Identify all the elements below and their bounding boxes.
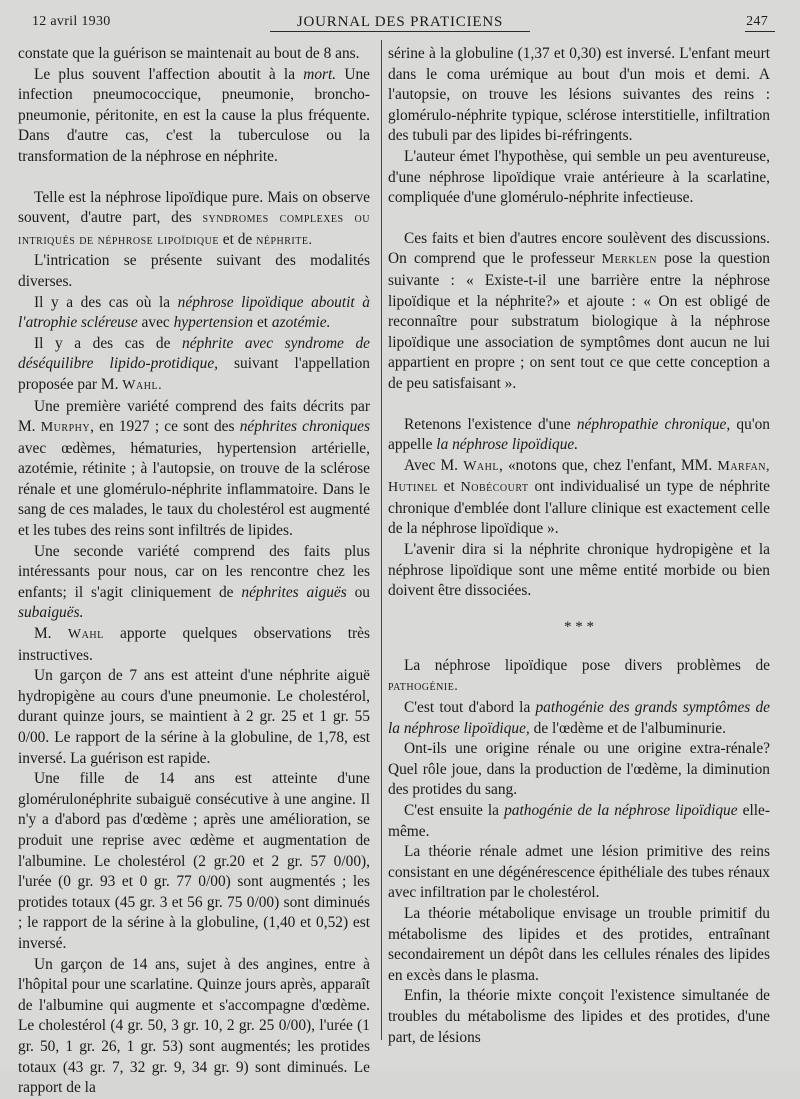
paragraph: Le plus souvent l'affection aboutit à la mort. Une infection pneumococcique, pneumonie, broncho-pneumonie, péritonite, en est la cause la plus fréquente. Dans d'autre cas, c'est la tuberculose ou la transformation de la néphrose en néphrite. bbox=[18, 65, 371, 165]
paragraph: Telle est la néphrose lipoïdique pure. Mais on observe souvent, d'autre part, des syndromes complexes ou intriqués de néphrose lipoïdique et de néphrite. bbox=[18, 188, 371, 248]
paragraph: Retenons l'existence d'une néphropathie chronique, qu'on appelle la néphrose lipoïdique. bbox=[388, 415, 770, 454]
paragraph: L'auteur émet l'hypothèse, qui semble un peu aventureuse, d'une néphrose lipoïdique vraie antérieure à la scarlatine, compliquée d'une glomérulo-néphrite infectieuse. bbox=[388, 147, 770, 207]
paragraph: Un garçon de 7 ans est atteint d'une néphrite aiguë hydropigène au cours d'une pneumonie. Le cholestérol, durant quinze jours, se maintient à 2 gr. 25 et 1 gr. 55 0/00. Le rapport de la sérine à la globuline, de 1,78, est inversé. La guérison est rapide. bbox=[18, 667, 370, 767]
paragraph: Ont-ils une origine rénale ou une origine extra-rénale? Quel rôle joue, dans la production de l'œdème, la diminution des protides du sang. bbox=[388, 740, 770, 799]
paragraph: Un garçon de 14 ans, sujet à des angines, entre à l'hôpital pour une scarlatine. Quinze jours après, apparaît de l'albumine qui augmente et s'accompagne d'œdème. Le cholestérol (4 gr. 50, 3 gr. 10, 2 gr. 25 0/00), l'urée (1 gr. 50, 1 gr. 26, 1 gr. 53) sont augmentés; les protides totaux (43 gr. 7, 32 gr. 9, 34 gr. 9) sont diminués. Le rapport de la bbox=[18, 955, 370, 1097]
paragraph: C'est ensuite la pathogénie de la néphrose lipoïdique elle-même. bbox=[388, 802, 770, 840]
header-rule bbox=[270, 31, 530, 32]
paragraph: constate que la guérison se maintenait au bout de 8 ans. bbox=[18, 45, 360, 62]
paragraph: Avec M. Wahl, «notons que, chez l'enfant, MM. Marfan, Hutinel et Nobécourt ont individualisé un type de néphrite chronique d'emblée dont l'allure clinique est exactement celle de la néphrose lipoïdique ». bbox=[388, 456, 770, 538]
paragraph: sérine à la globuline (1,37 et 0,30) est inversé. L'enfant meurt dans le coma urémique au bout d'un mois et demi. A l'autopsie, on trouve les lésions suivantes des reins : glomérulo-néphrite typique, sclérose interstitielle, infiltration des tubuli par des lipides bi-réfringents. bbox=[388, 45, 770, 145]
paragraph: La néphrose lipoïdique pose divers problèmes de pathogénie. bbox=[388, 656, 770, 695]
header-rule-right bbox=[745, 31, 775, 32]
journal-title: JOURNAL DES PRATICIENS bbox=[296, 14, 504, 30]
paragraph: Il y a des cas où la néphrose lipoïdique aboutit à l'atrophie scléreuse avec hypertension et azotémie. bbox=[18, 293, 370, 332]
paragraph: Ces faits et bien d'autres encore soulèvent des discussions. On comprend que le professeur Merklen pose la question suivante : « Existe-t-il une barrière entre la néphrose lipoïdique et la néphrite?» et ajoute : « On est obligé de reconnaître pour substratum biologique à la néphrose lipoïdique une association de symptômes dont aucun ne lui appartient en propre ; on sent tout ce que cette conception a de peu satisfaisant ». bbox=[388, 229, 770, 392]
paragraph: Enfin, la théorie mixte conçoit l'existence simultanée de troubles du métabolisme des lipides et des protides, d'une part, de lésions bbox=[388, 987, 770, 1046]
column-separator bbox=[381, 40, 382, 1040]
paragraph: L'intrication se présente suivant des modalités diverses. bbox=[18, 252, 370, 290]
page-header bbox=[32, 8, 768, 30]
page-number: 247 bbox=[746, 14, 768, 29]
paragraph: Une première variété comprend des faits décrits par M. Murphy, en 1927 ; ce sont des néphrites chroniques avec œdèmes, hématuries, hypertension artérielle, azotémie, rétinite ; à l'autopsie, on trouve de la sclérose rénale et une glomérulo-néphrite inflammatoire. Dans le sang de ces malades, le taux du cholestérol est augmenté et les tubes des reins sont infiltrés de lipides. bbox=[18, 397, 370, 540]
section-asterism: * * * bbox=[564, 618, 594, 635]
right-column bbox=[388, 44, 770, 1048]
left-column bbox=[18, 44, 370, 1099]
issue-date: 12 avril 1930 bbox=[32, 14, 111, 29]
paragraph: La théorie métabolique envisage un trouble primitif du métabolisme des lipides et des protides, entraînant secondairement un dépôt dans les cellules rénales des lipides en excès dans le plasma. bbox=[388, 904, 770, 984]
paragraph: L'avenir dira si la néphrite chronique hydropigène et la néphrose lipoïdique sont une même entité morbide ou bien doivent être dissociées. bbox=[388, 541, 770, 600]
paragraph: C'est tout d'abord la pathogénie des grands symptômes de la néphrose lipoïdique, de l'œdème et de l'albuminurie. bbox=[388, 699, 770, 737]
paragraph: M. Wahl apporte quelques observations très instructives. bbox=[18, 625, 370, 664]
paragraph: Une fille de 14 ans est atteinte d'une glomérulonéphrite subaiguë consécutive à une angine. Il n'y a d'abord pas d'œdème ; après une amélioration, se produit une reprise avec œdème et augmentation de l'albumine. Le cholestérol (2 gr.20 et 2 gr. 57 0/00), l'urée (0 gr. 93 et 0 gr. 77 0/00) sont augmentés ; les protides totaux (45 gr. 3 et 56 gr. 75 0/00) sont diminués ; le rapport de la sérine à la globuline, (1,40 et 0,52) est inversé. bbox=[18, 770, 370, 952]
paragraph: La théorie rénale admet une lésion primitive des reins consistant en une dégénérescence épithéliale des tubes rénaux avec infiltration par le cholestérol. bbox=[388, 843, 770, 902]
paragraph: Il y a des cas de néphrite avec syndrome de déséquilibre lipido-protidique, suivant l'appellation proposée par M. Wahl. bbox=[18, 334, 370, 393]
paragraph: Une seconde variété comprend des faits plus intéressants pour nous, car on les rencontre chez les enfants; il s'agit cliniquement de néphrites aiguës ou subaiguës. bbox=[18, 542, 370, 622]
